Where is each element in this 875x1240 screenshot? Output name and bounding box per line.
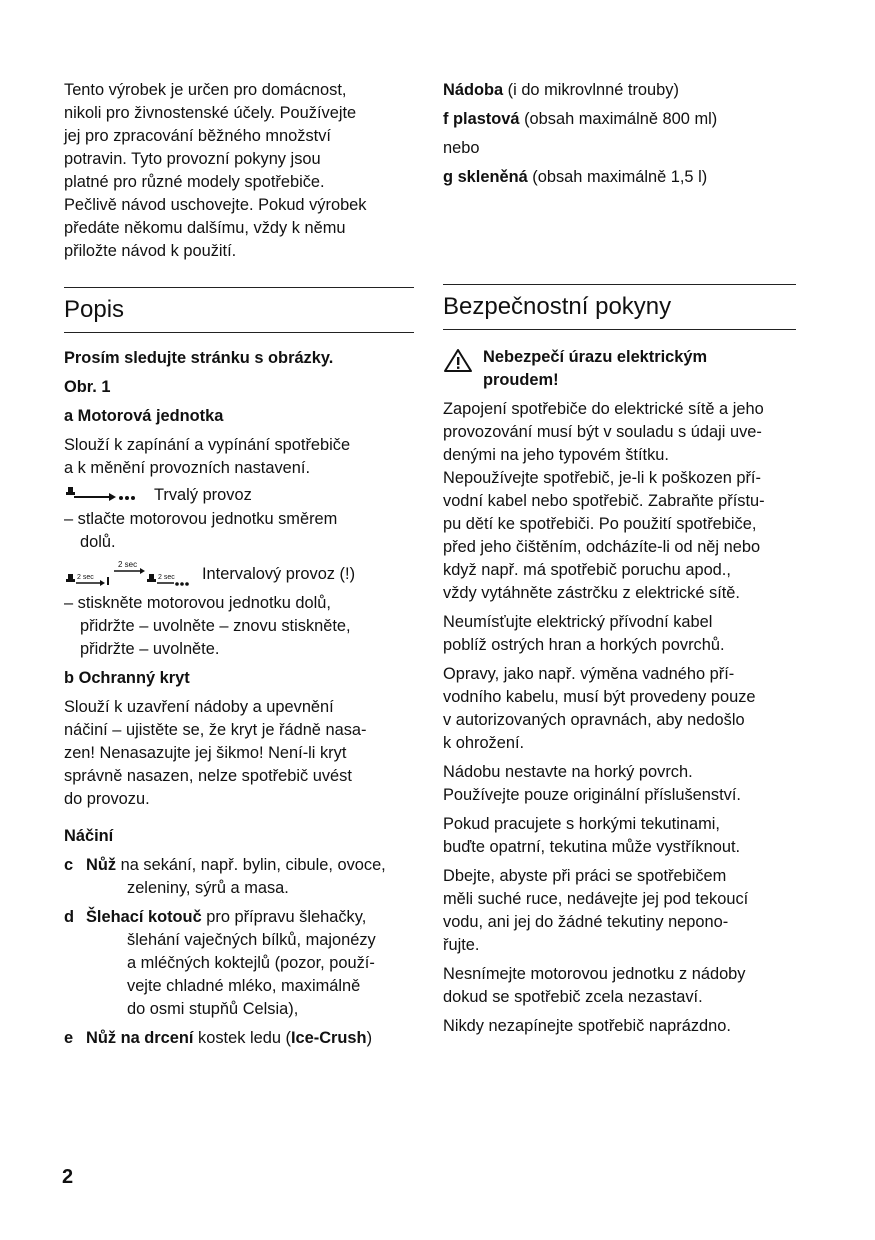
text-line: Pečlivě návod uschovejte. Pokud výrobek [64, 196, 367, 214]
text-line: a k měnění provozních nastavení. [64, 459, 311, 477]
text-line: když např. má spotřebič poruchu apod., [443, 561, 731, 579]
tool-name: Nůž [86, 856, 117, 874]
tool-key: e [64, 1029, 74, 1047]
text-line: přiložte návod k použití. [64, 242, 237, 260]
text-line: Používejte pouze originální příslušenství. [443, 786, 741, 804]
warning-line: proudem! [483, 371, 559, 389]
interval-mode-steps [64, 592, 414, 661]
warning-line: Nebezpečí úrazu elektrickým [483, 348, 708, 366]
page-number: 2 [62, 1166, 74, 1188]
text-line: Dbejte, abyste při práci se spotřebičem [443, 867, 727, 885]
text-line: přidržte – uvolněte – znovu stiskněte, [80, 617, 351, 635]
tools-heading: Náčiní [64, 827, 114, 845]
text-line: předáte někomu dalšímu, vždy k němu [64, 219, 346, 237]
popis-heading: Popis [64, 287, 414, 333]
text-line: přidržte – uvolněte. [80, 640, 220, 658]
tool-text: kostek ledu ( [193, 1029, 291, 1047]
tool-key: d [64, 908, 75, 926]
text-line: Nikdy nezapínejte spotřebič naprázdno. [443, 1017, 731, 1035]
text-line: nikoli pro živnostenské účely. Používejte [64, 104, 357, 122]
container-text: (i do mikrovlnné trouby) [503, 81, 679, 99]
safety-paragraph [443, 611, 796, 657]
text-line: Slouží k uzavření nádoby a upevnění [64, 698, 334, 716]
cover-description [64, 696, 414, 811]
text-line: šlehání vaječných bílků, majonézy [127, 931, 376, 949]
plastic-jug-text: (obsah maximálně 800 ml) [519, 110, 718, 128]
text-line: poblíž ostrých hran a horkých povrchů. [443, 636, 725, 654]
text-line: Tento výrobek je určen pro domácnost, [64, 81, 347, 99]
glass-jug-line [443, 166, 796, 189]
ice-crush-label: Ice-Crush [290, 1029, 367, 1047]
text-line: vodu, ani jej do žádné tekutiny nepono- [443, 913, 729, 931]
text-line: – stlačte motorovou jednotku směrem [64, 510, 338, 528]
text-line: Opravy, jako např. výměna vadného pří- [443, 665, 735, 683]
tool-text: pro přípravu šlehačky, [201, 908, 367, 926]
tool-whisk-disc [64, 906, 414, 1021]
text-line: náčiní – ujistěte se, že kryt je řádně nasa- [64, 721, 367, 739]
interval-mode [64, 556, 414, 592]
tool-key: c [64, 856, 74, 874]
tool-name: Šlehací kotouč [86, 908, 202, 926]
text-line: před jeho čištěním, odcházíte-li od něj nebo [443, 538, 761, 556]
text-line: do provozu. [64, 790, 150, 808]
text-line: jej pro zpracování běžného množství [64, 127, 331, 145]
tool-text: na sekání, např. bylin, cibule, ovoce, [116, 856, 386, 874]
text-line: dokud se spotřebič zcela nezastaví. [443, 988, 703, 1006]
svg-text:2 sec: 2 sec [158, 574, 175, 581]
interval-icon-label: 2 sec [118, 560, 138, 569]
text-line: a mléčných koktejlů (pozor, použí- [127, 954, 375, 972]
or-text: nebo [443, 139, 480, 157]
cover-heading: b Ochranný kryt [64, 669, 190, 687]
safety-paragraph [443, 865, 796, 957]
text-line: řujte. [443, 936, 480, 954]
glass-jug-text: (obsah maximálně 1,5 l) [527, 168, 708, 186]
text-line: Neumísťujte elektrický přívodní kabel [443, 613, 713, 631]
text-line: vodního kabelu, musí být provedeny pouze [443, 688, 756, 706]
safety-paragraph [443, 663, 796, 755]
continuous-mode [64, 482, 414, 508]
text-line: buďte opatrní, tekutina může vystříknout. [443, 838, 741, 856]
safety-paragraph [443, 1015, 796, 1038]
text-line: správně nasazen, nelze spotřebič uvést [64, 767, 352, 785]
text-line: Pokud pracujete s horkými tekutinami, [443, 815, 720, 833]
text-line: Nepoužívejte spotřebič, je-li k poškozen pří- [443, 469, 761, 487]
text-line: do osmi stupňů Celsia), [127, 1000, 299, 1018]
text-line: potravin. Tyto provozní pokyny jsou [64, 150, 321, 168]
left-column [64, 79, 414, 1050]
text-line: vodní kabel nebo spotřebič. Zabraňte přístu- [443, 492, 765, 510]
text-line: Slouží k zapínání a vypínání spotřebiče [64, 436, 351, 454]
tool-knife [64, 854, 414, 900]
continuous-mode-label: Trvalý provoz [154, 485, 252, 504]
glass-jug-label: g skleněná [443, 168, 528, 186]
text-line: pu dětí ke spotřebiči. Po použití spotřebiče, [443, 515, 757, 533]
text-line: měli suché ruce, nedávejte jej pod tekoucí [443, 890, 749, 908]
interval-mode-icon [64, 558, 192, 590]
electric-shock-warning [443, 346, 796, 392]
container-line [443, 79, 796, 102]
text-line: vždy vytáhněte zástrčku z elektrické sítě. [443, 584, 740, 602]
motor-unit-description [64, 434, 414, 480]
text-line: – stiskněte motorovou jednotku dolů, [64, 594, 331, 612]
container-label: Nádoba [443, 81, 504, 99]
text-line: Nádobu nestavte na horký povrch. [443, 763, 693, 781]
text-line: v autorizovaných opravnách, aby nedošlo [443, 711, 745, 729]
right-column [443, 79, 796, 1038]
safety-heading: Bezpečnostní pokyny [443, 284, 796, 330]
continuous-mode-steps [64, 508, 414, 554]
figure-ref: Obr. 1 [64, 378, 111, 396]
tool-text: ) [366, 1029, 373, 1047]
svg-text:2 sec: 2 sec [77, 574, 94, 581]
safety-paragraph [443, 813, 796, 859]
text-line: dolů. [80, 533, 116, 551]
motor-unit-heading: a Motorová jednotka [64, 407, 224, 425]
warning-triangle-icon [443, 348, 475, 372]
text-line: vejte chladné mléko, maximálně [127, 977, 361, 995]
text-line: Zapojení spotřebiče do elektrické sítě a jeho [443, 400, 764, 418]
continuous-mode-icon [64, 485, 144, 505]
text-line: zeleniny, sýrů a masa. [127, 879, 289, 897]
text-line: denými na jeho typovém štítku. [443, 446, 669, 464]
text-line: Nesnímejte motorovou jednotku z nádoby [443, 965, 746, 983]
safety-paragraph [443, 963, 796, 1009]
text-line: zen! Nenasazujte jej šikmo! Není-li kryt [64, 744, 347, 762]
plastic-jug-label: f plastová [443, 110, 520, 128]
see-pictures: Prosím sledujte stránku s obrázky. [64, 349, 334, 367]
tool-ice-crush [64, 1027, 414, 1050]
tool-name: Nůž na drcení [86, 1029, 194, 1047]
interval-mode-label: Intervalový provoz (!) [202, 564, 356, 583]
text-line: provozování musí být v souladu s údaji uve- [443, 423, 762, 441]
intro-paragraph [64, 79, 414, 263]
text-line: platné pro různé modely spotřebiče. [64, 173, 325, 191]
text-line: k ohrožení. [443, 734, 525, 752]
plastic-jug-line [443, 108, 796, 131]
safety-paragraph [443, 761, 796, 807]
safety-paragraph [443, 398, 796, 605]
